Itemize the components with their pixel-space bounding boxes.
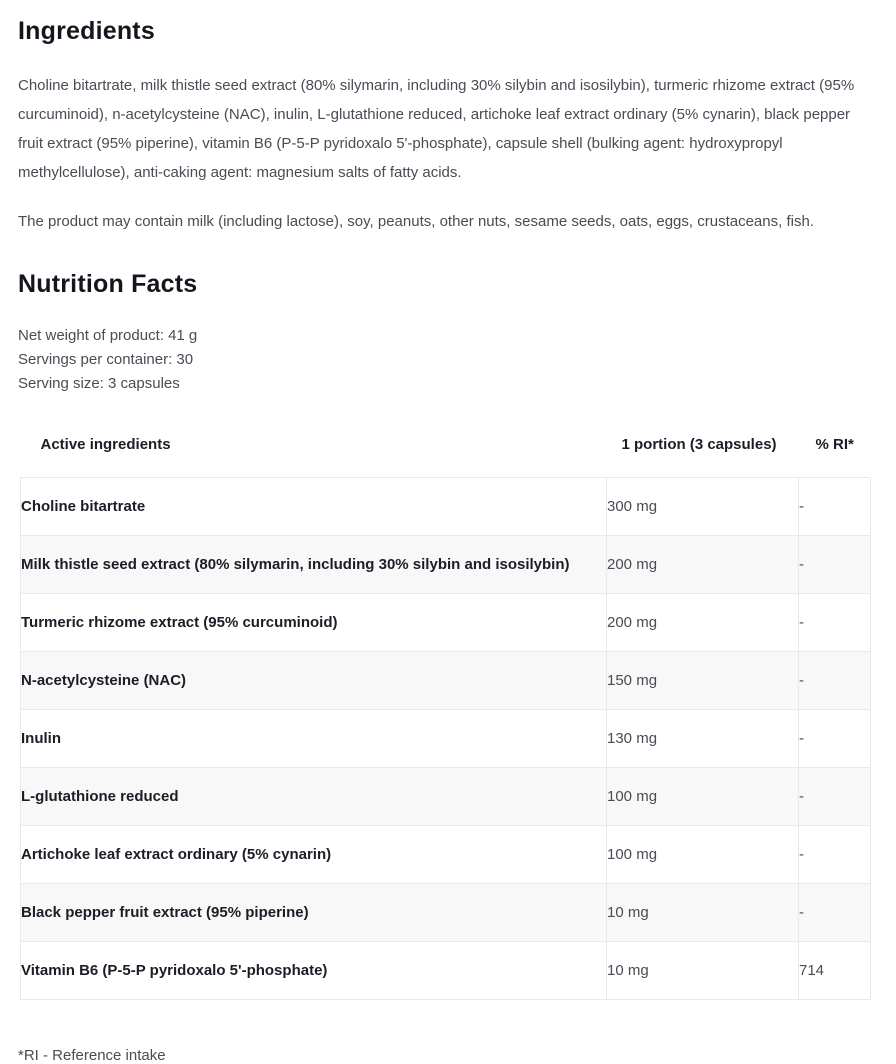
ingredients-paragraph: Choline bitartrate, milk thistle seed extract (80% silymarin, including 30% silybin and isosilybin), turmeric rhizome extract (95% curcuminoid), n-acetylcysteine (NAC), inulin, L-glutathione reduced, artichoke leaf extract ordinary (5% cynarin), black pepper fruit extract (95% piperine), vitamin B6 (P-5-P pyridoxalo 5'-phosphate), capsule shell (bulking agent: hydroxypropyl methylcellulose), anti-caking agent: magnesium salts of fatty acids. — [18, 77, 855, 181]
nutrition-table-body — [21, 478, 871, 1000]
ingredient-ri: - — [799, 478, 871, 536]
nutrition-facts-heading: Nutrition Facts — [18, 270, 198, 298]
table-row — [21, 826, 871, 884]
table-row — [21, 594, 871, 652]
nutrition-table — [20, 436, 871, 1000]
nutrition-table-header-row — [21, 436, 871, 478]
ingredient-amount: 10 mg — [607, 942, 799, 1000]
ingredient-amount: 100 mg — [607, 826, 799, 884]
table-row — [21, 942, 871, 1000]
ingredient-amount: 300 mg — [607, 478, 799, 536]
table-row — [21, 710, 871, 768]
table-row — [21, 652, 871, 710]
ingredient-amount: 130 mg — [607, 710, 799, 768]
col-header-portion: 1 portion (3 capsules) — [621, 436, 777, 453]
ingredient-ri: - — [799, 768, 871, 826]
table-row — [21, 768, 871, 826]
table-row — [21, 536, 871, 594]
ingredient-name: Vitamin B6 (P-5-P pyridoxalo 5'-phosphate) — [21, 942, 607, 1000]
reference-intake-footnote: *RI - Reference intake — [18, 1047, 166, 1064]
ingredient-name: Milk thistle seed extract (80% silymarin, including 30% silybin and isosilybin) — [21, 536, 607, 594]
ingredient-ri: - — [799, 710, 871, 768]
table-row — [21, 884, 871, 942]
ingredient-amount: 150 mg — [607, 652, 799, 710]
ingredients-heading: Ingredients — [18, 17, 155, 45]
ingredient-name: Inulin — [21, 710, 607, 768]
ingredient-amount: 100 mg — [607, 768, 799, 826]
ingredient-ri: - — [799, 826, 871, 884]
net-weight-line: Net weight of product: 41 g — [18, 327, 198, 344]
col-header-ri: % RI* — [815, 436, 854, 453]
col-header-active-ingredients: Active ingredients — [40, 436, 171, 453]
allergen-note: The product may contain milk (including lactose), soy, peanuts, other nuts, sesame seeds, oats, eggs, crustaceans, fish. — [18, 213, 814, 230]
ingredient-ri: - — [799, 652, 871, 710]
ingredient-ri: - — [799, 594, 871, 652]
table-row — [21, 478, 871, 536]
ingredient-amount: 10 mg — [607, 884, 799, 942]
serving-size-line: Serving size: 3 capsules — [18, 375, 180, 392]
ingredient-amount: 200 mg — [607, 594, 799, 652]
ingredient-name: N-acetylcysteine (NAC) — [21, 652, 607, 710]
ingredient-name: Black pepper fruit extract (95% piperine) — [21, 884, 607, 942]
servings-per-container-line: Servings per container: 30 — [18, 351, 194, 368]
ingredient-ri: - — [799, 884, 871, 942]
ingredient-name: Artichoke leaf extract ordinary (5% cynarin) — [21, 826, 607, 884]
ingredient-name: L-glutathione reduced — [21, 768, 607, 826]
nutrition-table-wrap — [20, 436, 870, 1000]
ingredient-name: Turmeric rhizome extract (95% curcuminoid) — [21, 594, 607, 652]
ingredient-ri: - — [799, 536, 871, 594]
ingredient-ri: 714 — [799, 942, 871, 1000]
ingredient-name: Choline bitartrate — [21, 478, 607, 536]
ingredient-amount: 200 mg — [607, 536, 799, 594]
